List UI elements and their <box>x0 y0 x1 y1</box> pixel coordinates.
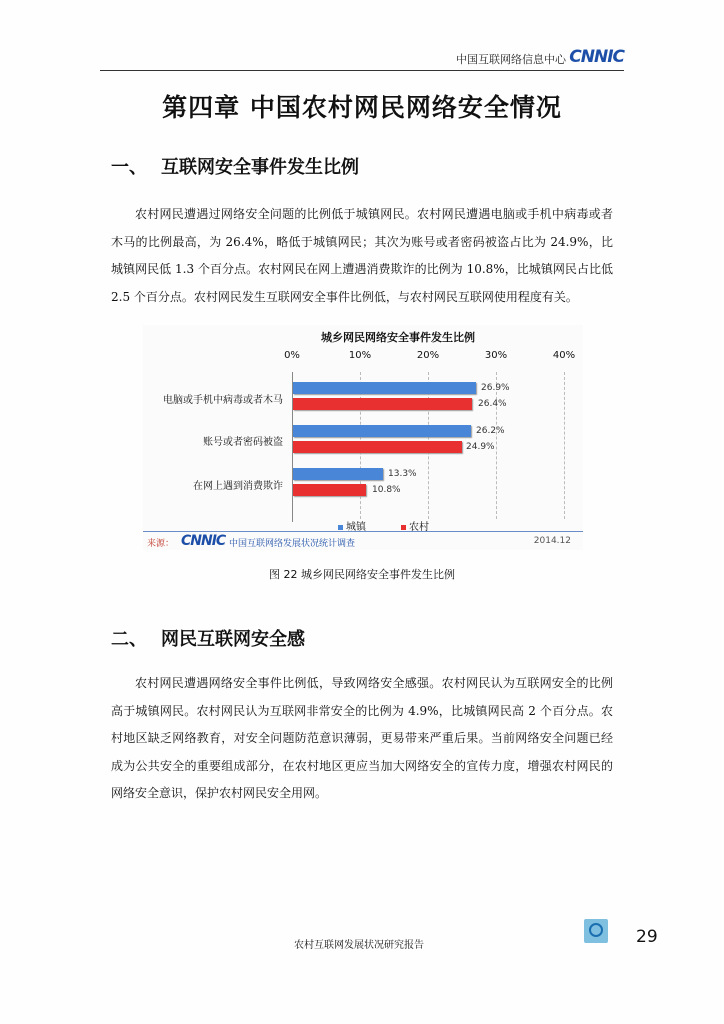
page-number: 29 <box>636 927 658 947</box>
bar-urban <box>293 468 383 480</box>
bar-rural <box>293 484 366 496</box>
category-label: 账号或者密码被盗 <box>203 437 283 448</box>
source-logo: CNNIC <box>181 533 226 549</box>
section-title: 网民互联网安全感 <box>161 629 305 650</box>
chart-source <box>143 531 583 550</box>
section-title: 互联网安全事件发生比例 <box>161 157 359 178</box>
gridline <box>564 372 565 519</box>
legend-label: 农村 <box>409 522 429 533</box>
x-tick: 40% <box>552 350 576 361</box>
x-tick: 10% <box>348 350 372 361</box>
x-tick: 20% <box>416 350 440 361</box>
footer-report-title: 农村互联网发展状况研究报告 <box>294 940 424 951</box>
bar-rural <box>293 441 462 453</box>
legend-swatch <box>338 525 343 530</box>
paragraph-text: 农村网民遭遇过网络安全问题的比例低于城镇网民。农村网民遭遇电脑或手机中病毒或者木马的比例最高，为 26.4%，略低于城镇网民；其次为账号或者密码被盗占比为 24.9%，比城镇网民低 1.3 个百分点。农村网民在网上遭遇消费欺诈的比例为 10.8%，比城镇网民占比低 2.5 个百分点。农村网民发生互联网安全事件比例低，与农村网民互联网使用程度有关。 <box>111 207 613 304</box>
header-org-name: 中国互联网络信息中心 <box>456 53 566 66</box>
value-label: 26.4% <box>478 399 507 409</box>
section-2-paragraph <box>111 670 613 808</box>
value-label: 24.9% <box>466 442 495 452</box>
legend-label: 城镇 <box>346 522 366 533</box>
figure-caption: 图 22 城乡网民网络安全事件发生比例 <box>269 568 455 581</box>
bar-chart <box>143 325 583 550</box>
chapter-title: 第四章 中国农村网民网络安全情况 <box>162 93 562 122</box>
value-label: 13.3% <box>388 469 417 479</box>
category-label: 在网上遇到消费欺诈 <box>193 481 283 492</box>
x-tick: 30% <box>484 350 508 361</box>
chart-title: 城乡网民网络安全事件发生比例 <box>321 331 475 344</box>
section-number: 二、 <box>111 629 147 650</box>
gridline <box>496 372 497 519</box>
bar-urban <box>293 425 471 437</box>
bar-rural <box>293 398 472 410</box>
legend-swatch <box>401 525 406 530</box>
cnnic-logo: CNNIC <box>569 47 624 67</box>
value-label: 26.2% <box>476 426 505 436</box>
section-heading-1 <box>111 153 359 179</box>
value-label: 26.9% <box>481 383 510 393</box>
page-header <box>100 46 624 71</box>
source-label: 来源： <box>147 539 175 549</box>
source-date: 2014.12 <box>533 536 571 546</box>
source-text: 中国互联网络发展状况统计调查 <box>229 539 356 549</box>
section-number: 一、 <box>111 157 147 178</box>
bar-urban <box>293 382 476 394</box>
section-1-paragraph <box>111 201 613 311</box>
value-label: 10.8% <box>372 485 401 495</box>
category-label: 电脑或手机中病毒或者木马 <box>163 395 283 406</box>
magnifier-logo-icon <box>584 919 608 943</box>
section-heading-2 <box>111 625 305 651</box>
paragraph-text: 农村网民遭遇网络安全事件比例低，导致网络安全感强。农村网民认为互联网安全的比例高于城镇网民。农村网民认为互联网非常安全的比例为 4.9%，比城镇网民高 2 个百分点。农村地区缺乏网络教育，对安全问题防范意识薄弱，更易带来严重后果。当前网络安全问题已经成为公共安全的重要组成部分，在农村地区更应当加大网络安全的宣传力度，增强农村网民的网络安全意识，保护农村网民安全用网。 <box>111 676 613 800</box>
x-tick: 0% <box>284 350 300 361</box>
